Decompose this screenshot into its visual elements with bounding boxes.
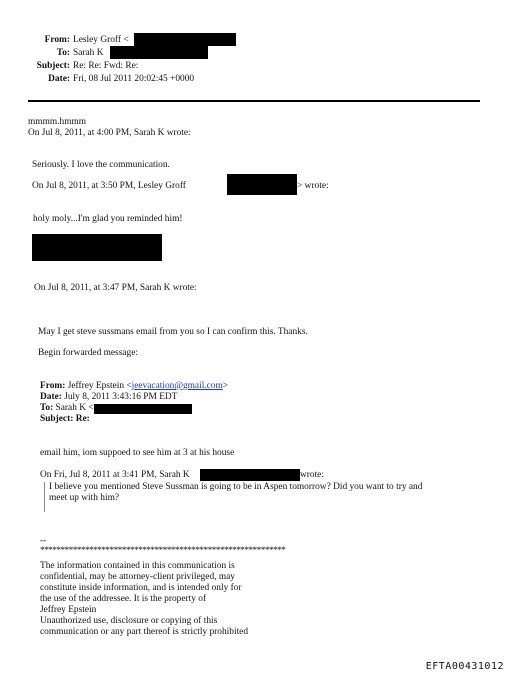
body-line-attribution-prefix: On Jul 8, 2011, at 3:50 PM, Lesley Groff — [32, 181, 186, 191]
disclaimer-line: the use of the addressee. It is the property of — [40, 594, 207, 604]
body-line-attribution: On Jul 8, 2011, at 4:00 PM, Sarah K wrote: — [28, 128, 191, 138]
forwarded-from-label: From: — [40, 381, 66, 391]
forwarded-subject-row — [40, 414, 90, 424]
quoted-line: meet up with him? — [49, 493, 120, 503]
forwarded-date-row — [40, 392, 177, 402]
signature-dashes: -- — [40, 536, 47, 546]
header-subject-label: Subject: — [36, 61, 70, 71]
forwarded-subject-value: Re: — [75, 414, 90, 424]
forwarded-from-name: Jeffrey Epstein < — [67, 381, 132, 391]
disclaimer-line: The information contained in this communication is — [40, 561, 235, 571]
header-subject-row — [0, 61, 138, 71]
body-line-message: Seriously. I love the communication. — [32, 160, 170, 170]
forwarded-from-row — [40, 381, 228, 391]
header-to-value: Sarah K — [73, 48, 104, 58]
forwarded-subject-label: Subject: — [40, 414, 74, 424]
header-to-label: To: — [56, 48, 70, 58]
header-date-label: Date: — [48, 74, 70, 84]
redaction-box — [32, 234, 162, 261]
header-date-value: Fri, 08 Jul 2011 20:02:45 +0000 — [73, 74, 195, 84]
forwarded-date-label: Date: — [40, 392, 62, 402]
body-line-forward-note: Begin forwarded message: — [38, 348, 138, 358]
forwarded-to-row — [40, 403, 94, 413]
redaction-box — [110, 46, 208, 59]
quoted-line: I believe you mentioned Steve Sussman is going to be in Aspen tomorrow? Did you want to try and — [49, 482, 423, 492]
header-from-row — [0, 35, 129, 45]
signature-stars: ************************************************************ — [40, 546, 286, 556]
quote-bar — [44, 482, 45, 512]
disclaimer-line: communication or any part thereof is strictly prohibited — [40, 627, 249, 637]
forwarded-attribution-prefix: On Fri, Jul 8, 2011 at 3:41 PM, Sarah K — [40, 470, 190, 480]
redaction-box — [227, 174, 297, 195]
disclaimer-line: Jeffrey Epstein — [40, 605, 97, 615]
forwarded-attribution-suffix: wrote: — [300, 470, 324, 480]
forwarded-to-label: To: — [40, 403, 54, 413]
body-line-attribution: On Jul 8, 2011, at 3:47 PM, Sarah K wrote: — [34, 283, 197, 293]
body-line-reply: mmmm.hmmm — [28, 117, 87, 127]
header-date-row — [0, 74, 194, 84]
forwarded-date-value: July 8, 2011 3:43:16 PM EDT — [64, 392, 178, 402]
forwarded-to-value: Sarah K < — [55, 403, 94, 413]
forwarded-message: email him, iom suppoed to see him at 3 at his house — [40, 448, 235, 458]
sender-email-link[interactable]: jeevacation@gmail.com — [131, 381, 223, 391]
redaction-box — [134, 33, 236, 46]
header-from-value: Lesley Groff < — [73, 35, 129, 45]
body-line-message: May I get steve sussmans email from you so I can confirm this. Thanks. — [38, 327, 308, 337]
forwarded-from-close: > — [222, 381, 229, 391]
header-from-label: From: — [44, 35, 70, 45]
disclaimer-line: Unauthorized use, disclosure or copying of this — [40, 616, 218, 626]
header-to-row — [0, 48, 103, 58]
body-line-attribution-suffix: > wrote: — [297, 181, 329, 191]
header-subject-value: Re: Re: Fwd: Re: — [73, 61, 139, 71]
body-line-message: holy moly...I'm glad you reminded him! — [33, 214, 183, 224]
redaction-box — [200, 469, 300, 481]
redaction-box — [94, 404, 192, 414]
header-divider — [28, 100, 480, 102]
disclaimer-line: constitute inside information, and is intended only for — [40, 583, 242, 593]
document-id: EFTA00431012 — [425, 661, 504, 672]
disclaimer-line: confidential, may be attorney-client privileged, may — [40, 572, 235, 582]
